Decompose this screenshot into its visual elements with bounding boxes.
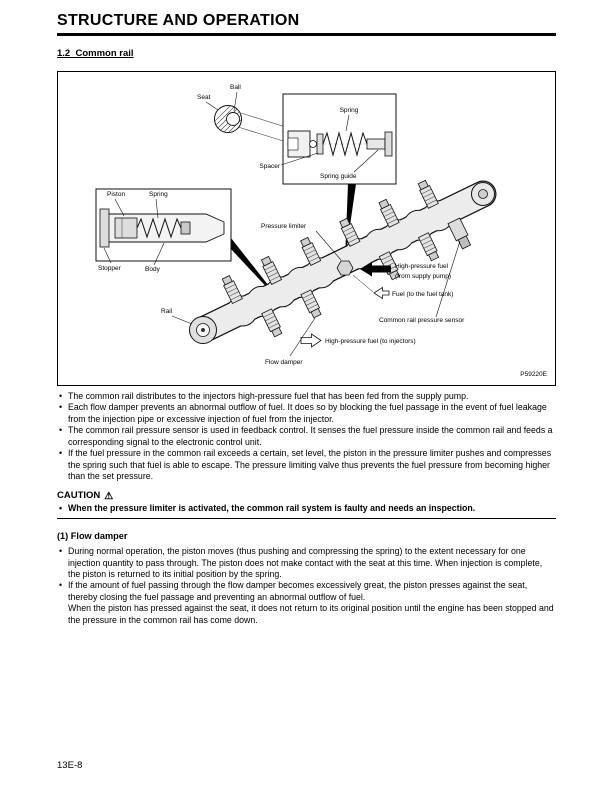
label-ball: Ball <box>230 84 241 91</box>
page-number: 13E-8 <box>57 760 83 771</box>
figure-common-rail <box>57 71 556 386</box>
label-hp-fuel-supply-2: (from supply pump) <box>395 273 451 280</box>
description-bullet-1: • The common rail distributes to the injectors high-pressure fuel that has been fed from the supply pump. <box>57 391 556 402</box>
label-spacer: Spacer <box>259 163 280 170</box>
flow-damper-heading: (1) Flow damper <box>57 531 128 542</box>
label-spring-pl: Spring <box>339 107 359 114</box>
label-fuel-to-tank: Fuel (to the fuel tank) <box>392 291 454 298</box>
pressure-sensor-shape <box>448 218 472 250</box>
title-rule <box>57 33 556 36</box>
figure-code: P59220E <box>520 371 547 378</box>
description-bullet-2: • Each flow damper prevents an abnormal outflow of fuel. It does so by blocking the fuel passage in the event of fuel leakage from the injection pipe or excessive injection of fuel from the injector. <box>57 402 556 425</box>
caution-list <box>57 503 556 514</box>
flow-damper-list <box>57 546 556 603</box>
description-bullet-3: • The common rail pressure sensor is used in feedback control. It senses the fuel pressure inside the common rail and feeds a corresponding signal to the electronic control unit. <box>57 425 556 448</box>
warning-triangle-icon: ⚠ <box>104 490 114 502</box>
flow-damper-bullet-2: • If the amount of fuel passing through the flow damper becomes excessively great, the piston presses against the seat, thereby closing the fuel passage and preventing an abnormal outflow of fuel. <box>57 580 556 603</box>
common-rail-diagram <box>58 72 553 383</box>
label-spring-guide: Spring guide <box>320 173 357 180</box>
label-pressure-sensor: Common rail pressure sensor <box>379 317 465 324</box>
label-hp-fuel-supply-1: High-pressure fuel <box>395 263 449 270</box>
ball-shape <box>227 113 240 126</box>
flow-damper-continuation: When the piston has pressed against the seat, it does not return to its original position until the engine has been stopped and the pressure in the common rail has come down. <box>68 603 554 625</box>
label-flow-damper: Flow damper <box>265 359 303 366</box>
label-hp-fuel-injectors: High-pressure fuel (to injectors) <box>325 338 416 345</box>
pressure-limiter-inset <box>259 94 396 184</box>
label-stopper: Stopper <box>98 265 121 272</box>
caution-rule <box>57 518 556 519</box>
label-body: Body <box>145 266 160 273</box>
description-list <box>57 391 556 482</box>
body-content <box>57 391 556 626</box>
label-rail: Rail <box>161 308 173 315</box>
pressure-limiter-fitting <box>337 261 353 275</box>
page-title: STRUCTURE AND OPERATION <box>57 12 300 29</box>
label-spring-fd: Spring <box>149 191 168 198</box>
flow-damper-inset <box>96 189 231 273</box>
flow-damper-bullet-1: • During normal operation, the piston moves (thus pushing and compressing the spring) to the extent necessary for one injection quantity to pass through. The piston does not make contact with the seat at this time. When injection is complete, the piston is returned to its initial position by the spring. <box>57 546 556 580</box>
label-pressure-limiter: Pressure limiter <box>261 223 307 230</box>
caution-label: CAUTION <box>57 490 101 502</box>
description-bullet-4: • If the fuel pressure in the common rail exceeds a certain, set level, the piston in the pressure limiter pushes and compresses the spring such that fuel is able to escape. The pressure limiting valve thus prevents the fuel pressure from becoming higher than the set pressure. <box>57 448 556 482</box>
label-piston: Piston <box>107 191 126 198</box>
injector-flow-arrow <box>301 334 321 347</box>
label-seat: Seat <box>197 94 211 101</box>
fuel-return-arrow <box>374 288 389 299</box>
section-title: 1.2 Common rail <box>57 48 134 59</box>
caution-heading <box>57 490 556 502</box>
caution-bullet: • When the pressure limiter is activated, the common rail system is faulty and needs an inspection. <box>57 503 556 514</box>
